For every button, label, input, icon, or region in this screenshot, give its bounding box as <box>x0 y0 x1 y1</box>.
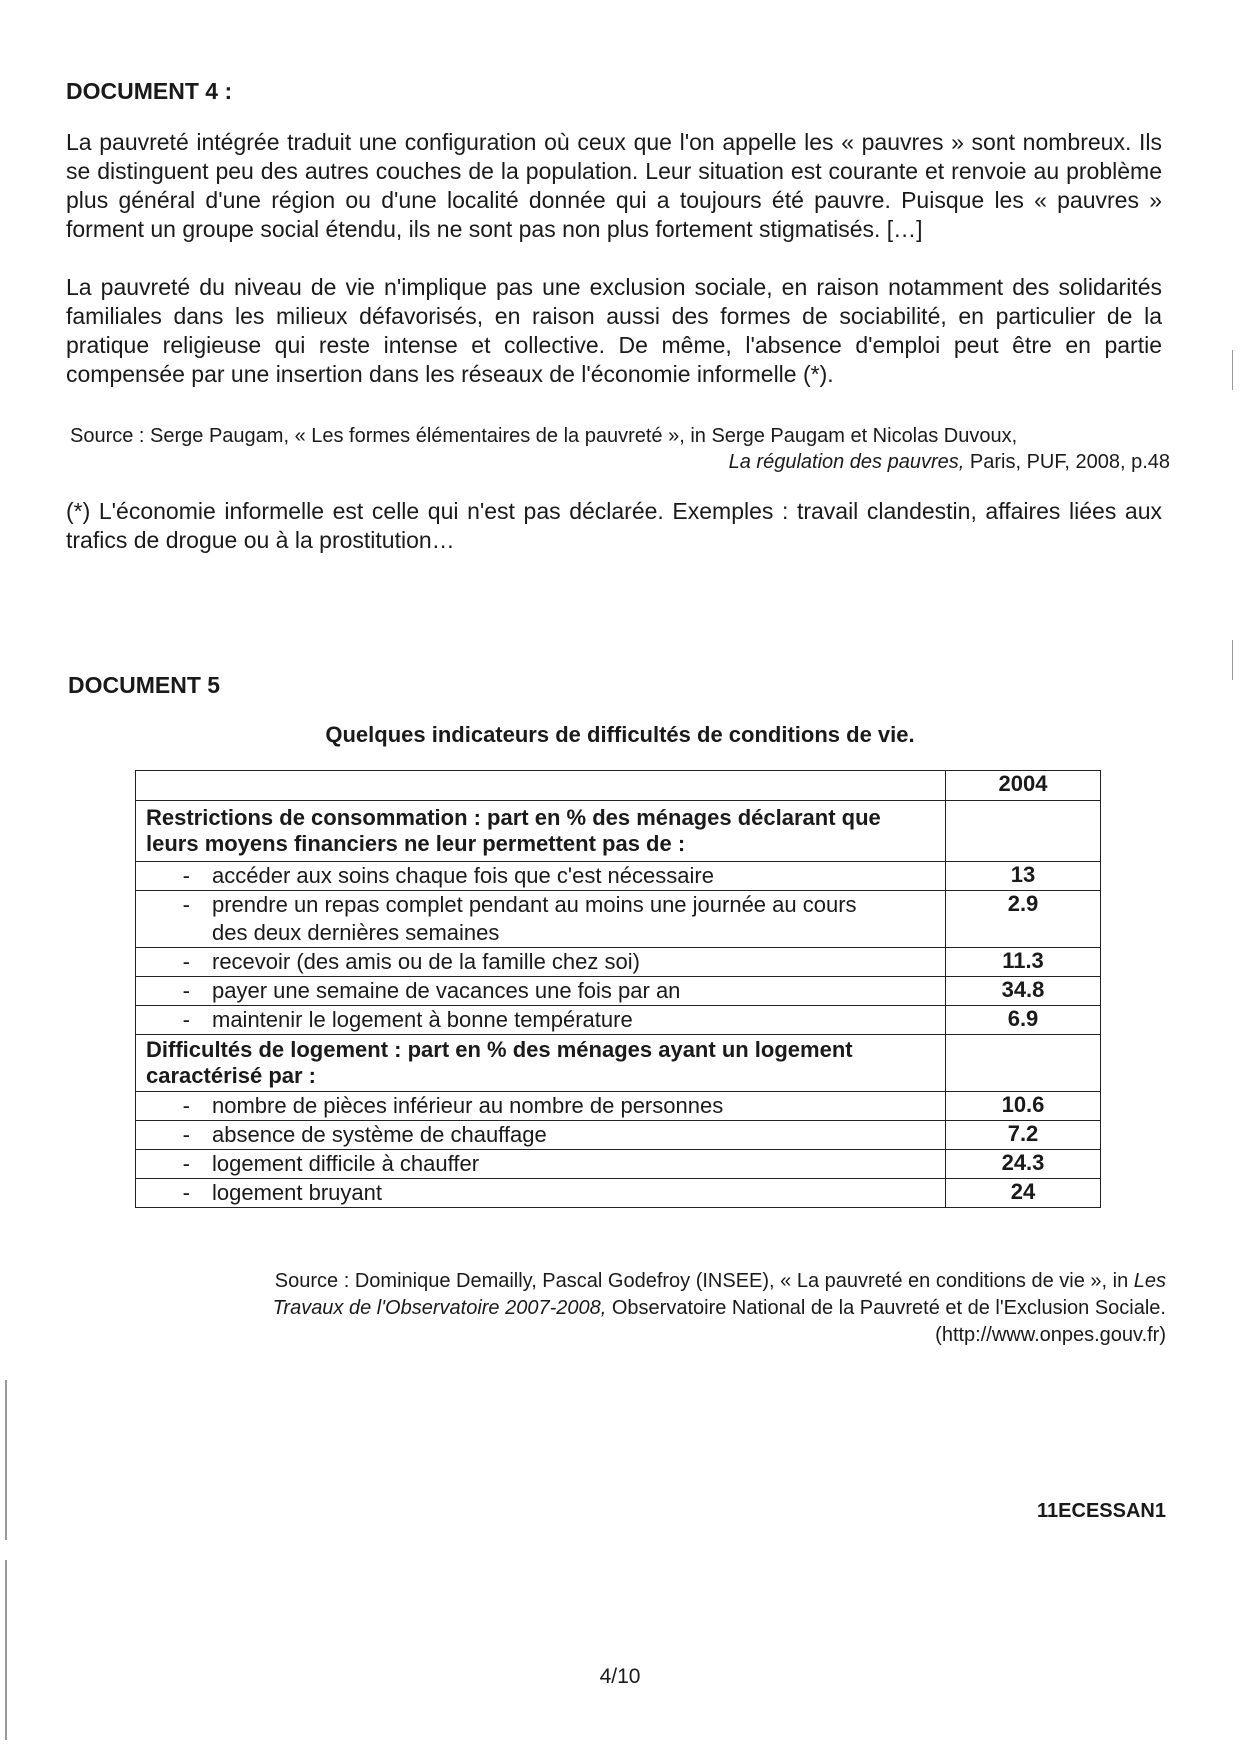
item-label: nombre de pièces inférieur au nombre de personnes <box>212 1093 724 1118</box>
item-value: 10.6 <box>946 1092 1101 1121</box>
item-dash: - <box>182 863 190 888</box>
exam-code: 11ECESSAN1 <box>1037 1500 1166 1522</box>
scan-edge-mark <box>1232 350 1233 390</box>
item-value: 6.9 <box>946 1006 1101 1035</box>
document-4-source <box>70 423 1170 475</box>
table-row <box>136 1092 1101 1121</box>
document-5-heading: DOCUMENT 5 <box>68 672 221 698</box>
item-label: absence de système de chauffage <box>212 1122 547 1147</box>
scan-edge-mark <box>1232 640 1233 680</box>
item-label: prendre un repas complet pendant au moins une journée au cours des deux dernières semaines <box>212 892 857 945</box>
document-5-source-publisher: Observatoire National de la Pauvreté et de l'Exclusion Sociale. <box>606 1297 1166 1319</box>
document-4-paragraph-2: La pauvreté du niveau de vie n'implique pas une exclusion sociale, en raison notamment des solidarités familiales dans les milieux défavorisés, en raison aussi des formes de sociabilité, en particulier de la pratique religieuse qui reste intense et collective. De même, l'absence d'emploi peut être en partie compensée par une insertion dans les réseaux de l'économie informelle (*). <box>66 274 1162 387</box>
document-5-source-url: (http://www.onpes.gouv.fr) <box>935 1324 1166 1346</box>
item-label: maintenir le logement à bonne température <box>212 1007 633 1032</box>
table-section-row <box>136 1035 1101 1092</box>
document-4-source-line-1: Source : Serge Paugam, « Les formes élémentaires de la pauvreté », in Serge Paugam et Nicolas Duvoux, <box>70 425 1018 447</box>
scan-edge-mark <box>5 1380 7 1540</box>
item-value: 24 <box>946 1179 1101 1208</box>
document-4-source-title: La régulation des pauvres, <box>728 451 965 473</box>
document-5-source-title-end: Travaux de l'Observatoire 2007-2008, <box>272 1297 607 1319</box>
document-5-source-line-1 <box>120 1268 1166 1295</box>
item-label: recevoir (des amis ou de la famille chez soi) <box>212 949 640 974</box>
table-row <box>136 948 1101 977</box>
item-label: logement bruyant <box>212 1180 382 1205</box>
item-dash: - <box>182 892 190 917</box>
document-4-source-line-2 <box>70 449 1170 475</box>
item-dash: - <box>182 978 190 1003</box>
table-header-blank <box>136 771 946 801</box>
table-row <box>136 1006 1101 1035</box>
item-label: payer une semaine de vacances une fois par an <box>212 978 681 1003</box>
table-row <box>136 977 1101 1006</box>
section-housing-label: Difficultés de logement : part en % des ménages ayant un logement caractérisé par : <box>136 1035 946 1092</box>
indicators-table <box>135 770 1101 1208</box>
scan-edge-mark <box>5 1560 7 1740</box>
table-row <box>136 1150 1101 1179</box>
item-dash: - <box>182 1180 190 1205</box>
item-dash: - <box>182 1122 190 1147</box>
item-dash: - <box>182 1093 190 1118</box>
table-header-year: 2004 <box>946 771 1101 801</box>
item-value: 11.3 <box>946 948 1101 977</box>
document-4-footnote: (*) L'économie informelle est celle qui n'est pas déclarée. Exemples : travail clandestin, affaires liées aux trafics de drogue ou à la prostitution… <box>66 498 1162 553</box>
section-consumption-label: Restrictions de consommation : part en % des ménages déclarant que leurs moyens financiers ne leur permettent pas de : <box>136 801 946 862</box>
document-4-source-publisher: Paris, PUF, 2008, p.48 <box>964 451 1170 473</box>
section-consumption-value <box>946 801 1101 862</box>
page-number: 4/10 <box>599 1665 641 1688</box>
item-label: accéder aux soins chaque fois que c'est nécessaire <box>212 863 714 888</box>
item-value: 13 <box>946 862 1101 891</box>
item-value: 34.8 <box>946 977 1101 1006</box>
table-row <box>136 1121 1101 1150</box>
item-dash: - <box>182 1007 190 1032</box>
table-header-row <box>136 771 1101 801</box>
item-value: 24.3 <box>946 1150 1101 1179</box>
table-row <box>136 891 1101 948</box>
table-section-row <box>136 801 1101 862</box>
table-row <box>136 862 1101 891</box>
item-value: 2.9 <box>946 891 1101 948</box>
document-5-source-authors: Source : Dominique Demailly, Pascal Godefroy (INSEE), « La pauvreté en conditions de vie », in <box>274 1270 1134 1292</box>
table-title: Quelques indicateurs de difficultés de conditions de vie. <box>325 722 915 747</box>
document-4-paragraph-1: La pauvreté intégrée traduit une configuration où ceux que l'on appelle les « pauvres » sont nombreux. Ils se distinguent peu des autres couches de la population. Leur situation est courante et renvoie au problème plus général d'une région ou d'une localité donnée qui a toujours été pauvre. Puisque les « pauvres » forment un groupe social étendu, ils ne sont pas non plus fortement stigmatisés. […] <box>66 129 1162 242</box>
document-5-source <box>120 1268 1166 1349</box>
item-dash: - <box>182 949 190 974</box>
table-row <box>136 1179 1101 1208</box>
document-5-source-line-2 <box>120 1295 1166 1322</box>
document-5-source-title-start: Les <box>1133 1270 1166 1292</box>
item-label: logement difficile à chauffer <box>212 1151 480 1176</box>
section-housing-value <box>946 1035 1101 1092</box>
item-dash: - <box>182 1151 190 1176</box>
document-4-heading: DOCUMENT 4 : <box>66 78 233 104</box>
item-value: 7.2 <box>946 1121 1101 1150</box>
